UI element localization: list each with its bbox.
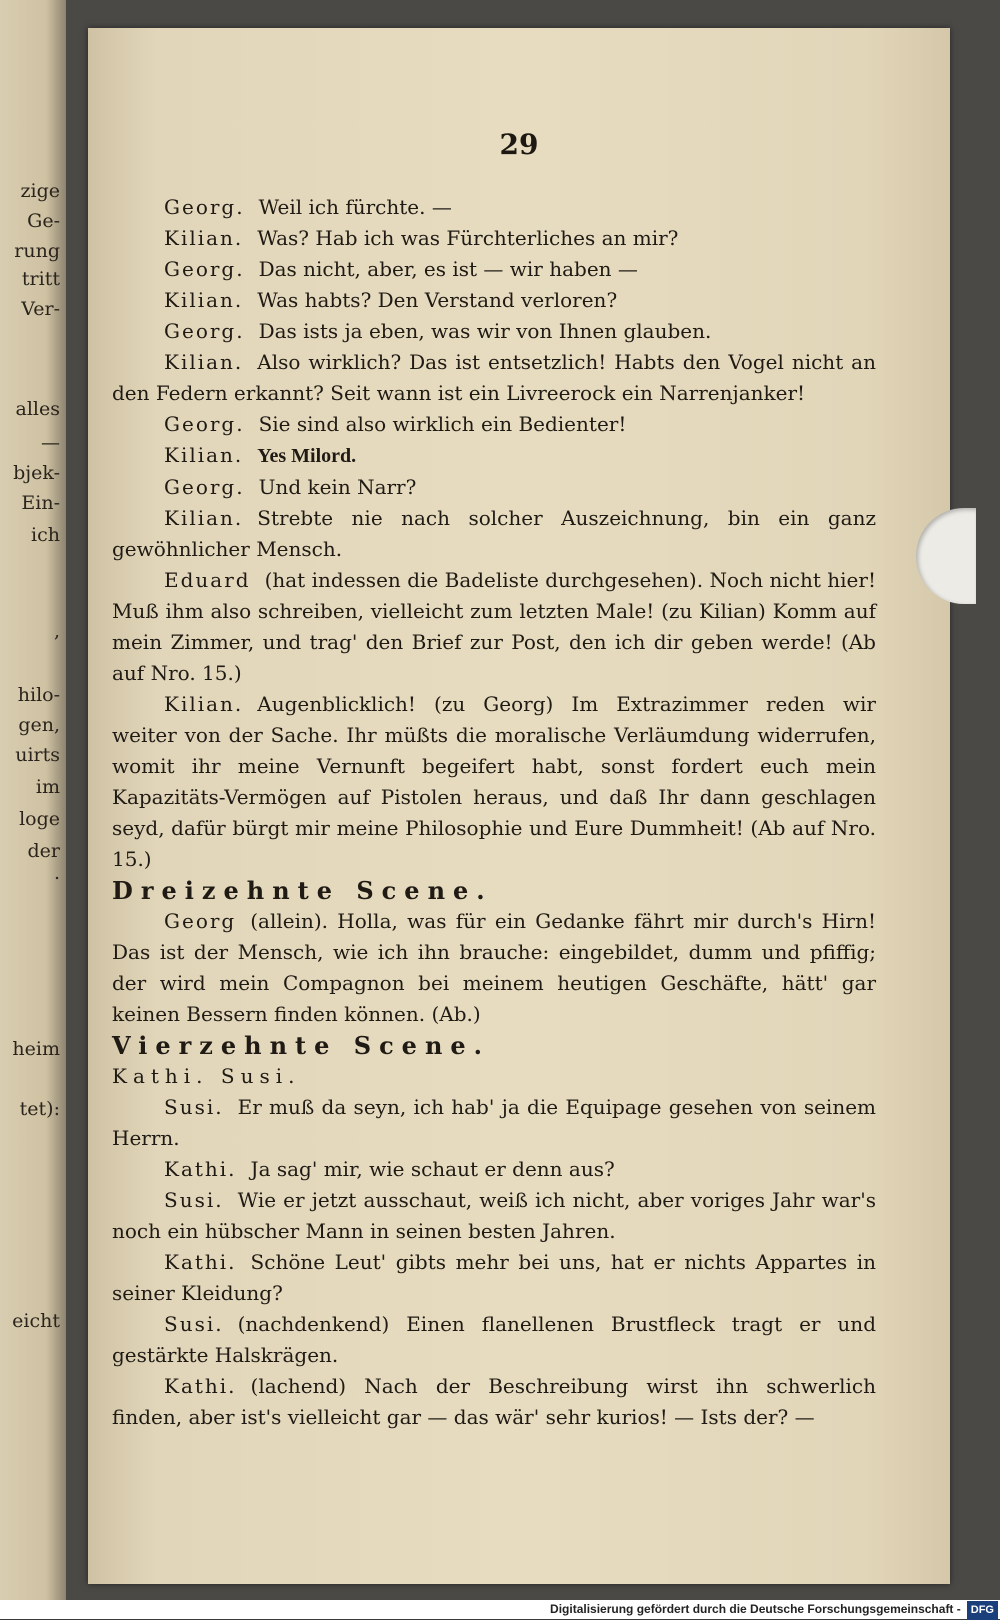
speaker-name: Kathi. [164, 1250, 237, 1274]
dialogue-line [112, 347, 876, 409]
speaker-name: Kilian. [164, 692, 244, 716]
dialogue-line [112, 1092, 876, 1154]
line-text: Das ists ja eben, was wir von Ihnen glauben. [258, 319, 712, 343]
dialogue-line [112, 409, 876, 440]
line-text: (nachdenkend) Einen flanellenen Brustfleck tragt er und gestärkte Halskrägen. [112, 1312, 876, 1367]
line-text: Er muß da seyn, ich hab' ja die Equipage gesehen von seinem Herrn. [112, 1095, 876, 1150]
line-text: Augenblicklich! (zu Georg) Im Extrazimmer reden wir weiter von der Sache. Ihr müßts die moralische Verläumdung widerrufen, womit ihr meine Vernunft begeifert habt, sonst fordert euch mein Kapazitäts-Vermögen auf Pistolen heraus, und daß Ihr dann geschlagen seyd, dafür bürgt mir meine Philosophie und Eure Dummheit! (Ab auf Nro. 15.) [112, 692, 876, 871]
facing-page-fragment: tritt [21, 268, 60, 290]
facing-page-fragment: ich [31, 524, 60, 546]
facing-page-fragment: heim [12, 1038, 60, 1060]
dialogue-line [112, 254, 876, 285]
speaker-name: Kilian. [164, 350, 244, 374]
facing-page-fragment: zige [20, 180, 60, 202]
facing-page-fragment: gen, [18, 714, 60, 736]
facing-page-fragment: bjek- [13, 462, 60, 484]
facing-page-fragment: der [27, 840, 60, 862]
dialogue-line [112, 906, 876, 1030]
dialogue-line [112, 1185, 876, 1247]
dialogue-line [112, 1154, 876, 1185]
facing-page-fragment: eicht [12, 1310, 60, 1332]
facing-page-fragment: im [35, 776, 60, 798]
facing-page-fragment: Ge- [27, 210, 60, 232]
dialogue-line [112, 565, 876, 689]
footer-text: Digitalisierung gefördert durch die Deutsche Forschungsgemeinschaft - [550, 1602, 961, 1616]
line-text: Yes Milord. [257, 445, 357, 467]
scene-characters: Kathi. Susi. [112, 1064, 301, 1088]
line-text: Strebte nie nach solcher Auszeichnung, bin ein ganz gewöhnlicher Mensch. [112, 506, 876, 561]
line-text: (allein). Holla, was für ein Gedanke fährt mir durch's Hirn! Das ist der Mensch, wie ich ihn brauche: eingebildet, dumm und pfiffig; der wird mein Compagnon bei meinem heutigen Geschäfte, hätt' gar keinen Bessern finden können. (Ab.) [112, 909, 876, 1026]
dialogue-line [112, 1309, 876, 1371]
facing-page-fragment: Ein- [21, 492, 60, 514]
dialogue-line [112, 1247, 876, 1309]
facing-page-edge [0, 0, 66, 1619]
line-text: Das nicht, aber, es ist — wir haben — [258, 257, 638, 281]
line-text: Und kein Narr? [258, 475, 417, 499]
line-text: Wie er jetzt ausschaut, weiß ich nicht, aber voriges Jahr war's noch ein hübscher Mann in seinen besten Jahren. [112, 1188, 876, 1243]
dfg-logo: DFG [967, 1601, 998, 1620]
line-text: Was habts? Den Verstand verloren? [257, 288, 618, 312]
line-text: (hat indessen die Badeliste durchgesehen). Noch nicht hier! Muß ihm also schreiben, vielleicht zum letzten Male! (zu Kilian) Komm auf mein Zimmer, und trag' den Brief zur Post, den ich dir geben werde! (Ab auf Nro. 15.) [112, 568, 876, 685]
facing-page-fragment: — [41, 432, 60, 454]
speaker-name: Georg. [164, 195, 245, 219]
speaker-name: Georg. [164, 412, 245, 436]
facing-page-fragment: , [53, 620, 60, 642]
line-text: Schöne Leut' gibts mehr bei uns, hat er nichts Appartes in seiner Kleidung? [112, 1250, 876, 1305]
page-number: 29 [499, 128, 539, 161]
dialogue-line [112, 503, 876, 565]
dialogue-line [112, 440, 876, 472]
speaker-name: Georg. [164, 257, 245, 281]
footer-bar [0, 1600, 1000, 1619]
speaker-name: Kathi. [164, 1157, 237, 1181]
scene-heading: Dreizehnte Scene. [112, 876, 493, 905]
speaker-name: Eduard [164, 568, 251, 592]
line-text: Was? Hab ich was Fürchterliches an mir? [257, 226, 679, 250]
speaker-name: Susi. [164, 1095, 224, 1119]
dialogue-line [112, 223, 876, 254]
line-text: Weil ich fürchte. — [258, 195, 452, 219]
line-text: Also wirklich? Das ist entsetzlich! Habts den Vogel nicht an den Federn erkannt? Seit wann ist ein Livreerock ein Narrenjanker! [112, 350, 876, 405]
speaker-name: Kilian. [164, 226, 244, 250]
speaker-name: Georg [164, 909, 237, 933]
speaker-name: Susi. [164, 1188, 224, 1212]
speaker-name: Susi. [164, 1312, 224, 1336]
line-text: (lachend) Nach der Beschreibung wirst ihn schwerlich finden, aber ist's vielleicht gar — das wär' sehr kurios! — Ists der? — [112, 1374, 876, 1429]
scene-heading: Vierzehnte Scene. [112, 1031, 491, 1060]
dialogue-line [112, 316, 876, 347]
facing-page-fragment: tet): [19, 1098, 60, 1120]
facing-page-fragment: alles [15, 398, 60, 420]
speaker-name: Kathi. [164, 1374, 237, 1398]
dialogue-line [112, 1371, 876, 1433]
dialogue-line [112, 192, 876, 223]
facing-page-fragment: loge [19, 808, 60, 830]
facing-page-fragment: Ver- [21, 298, 60, 320]
speaker-name: Kilian. [164, 506, 244, 530]
book-page [88, 28, 950, 1584]
facing-page-fragment: . [53, 862, 60, 884]
dialogue-line [112, 689, 876, 875]
facing-page-fragment: rung [14, 240, 60, 262]
facing-page-fragment: uirts [15, 744, 60, 766]
dialogue-line [112, 472, 876, 503]
page-text [112, 192, 876, 1433]
line-text: Ja sag' mir, wie schaut er denn aus? [250, 1157, 615, 1181]
speaker-name: Kilian. [164, 443, 244, 467]
dialogue-line [112, 285, 876, 316]
line-text: Sie sind also wirklich ein Bedienter! [258, 412, 627, 436]
speaker-name: Georg. [164, 319, 245, 343]
speaker-name: Kilian. [164, 288, 244, 312]
speaker-name: Georg. [164, 475, 245, 499]
facing-page-fragment: hilo- [17, 684, 60, 706]
